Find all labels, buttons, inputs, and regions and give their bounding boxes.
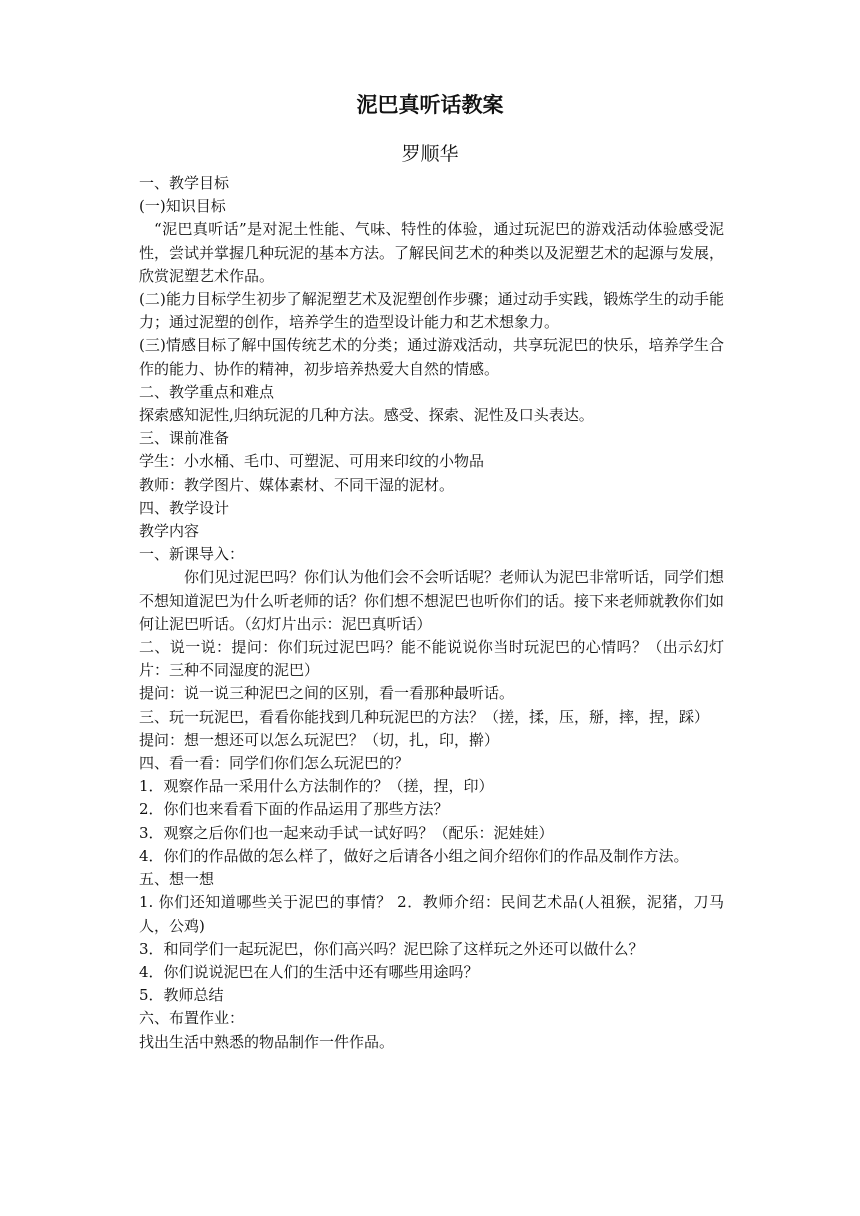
document-body: [139, 172, 724, 1054]
document-paragraph: 探索感知泥性,归纳玩泥的几种方法。感受、探索、泥性及口头表达。: [139, 406, 594, 425]
document-paragraph: 提问：说一说三种泥巴之间的区别，看一看那种最听话。: [139, 684, 515, 703]
document-paragraph: (二)能力目标学生初步了解泥塑艺术及泥塑创作步骤；通过动手实践，锻炼学生的动手能力；通过泥塑的创作，培养学生的造型设计能力和艺术想象力。: [139, 290, 724, 332]
document-paragraph: 教学内容: [139, 522, 200, 541]
document-paragraph: 一、教学目标: [139, 174, 230, 192]
document-paragraph: 四、看一看：同学们你们怎么玩泥巴的？: [139, 754, 410, 773]
document-title: 泥巴真听话教案: [356, 92, 504, 117]
document-paragraph: 3．和同学们一起玩泥巴，你们高兴吗？泥巴除了这样玩之外还可以做什么？: [139, 939, 644, 958]
document-paragraph: “泥巴真听话”是对泥土性能、气味、特性的体验，通过玩泥巴的游戏活动体验感受泥性，尝试并掌握几种玩泥的基本方法。了解民间艺术的种类以及泥塑艺术的起源与发展，欣赏泥塑艺术作品。: [139, 220, 725, 285]
document-paragraph: 学生：小水桶、毛巾、可塑泥、可用来印纹的小物品: [139, 452, 485, 471]
document-paragraph: 二、教学重点和难点: [139, 382, 275, 401]
document-paragraph: 三、课前准备: [139, 429, 230, 448]
document-paragraph: 找出生活中熟悉的物品制作一件作品。: [139, 1032, 395, 1051]
document-paragraph: 1．观察作品一采用什么方法制作的？（搓，捏，印）: [139, 777, 494, 796]
document-paragraph: (一)知识目标: [139, 197, 226, 216]
document-paragraph: 五、想一想: [139, 870, 215, 889]
document-paragraph: 1. 你们还知道哪些关于泥巴的事情？ 2．教师介绍：民间艺术品(人祖猴，泥猪，刀马人，公鸡): [139, 893, 724, 935]
document-paragraph: (三)情感目标了解中国传统艺术的分类；通过游戏活动，共享玩泥巴的快乐，培养学生合作的能力、协作的精神，初步培养热爱大自然的情感。: [139, 336, 724, 378]
document-paragraph: 一、新课导入：: [139, 545, 245, 564]
document-paragraph: 提问：想一想还可以怎么玩泥巴？（切，扎，印，擀）: [139, 730, 500, 749]
document-author: 罗顺华: [401, 143, 459, 165]
document-paragraph: 5．教师总结: [139, 986, 224, 1005]
document-paragraph: 三、玩一玩泥巴，看看你能找到几种玩泥巴的方法？（搓，揉，压，掰，摔，捏，踩）: [139, 707, 710, 726]
document-paragraph: 你们见过泥巴吗？你们认为他们会不会听话呢？老师认为泥巴非常听话，同学们想不想知道泥巴为什么听老师的话？你们想不想泥巴也听你们的话。接下来老师就教你们如何让泥巴听话。（幻灯片出示：泥巴真听话）: [139, 568, 725, 633]
document-paragraph: 4．你们说说泥巴在人们的生活中还有哪些用途吗？: [139, 962, 479, 981]
document-paragraph: 教师：教学图片、媒体素材、不同干湿的泥材。: [139, 475, 455, 494]
document-paragraph: 二、说一说：提问：你们玩过泥巴吗？能不能说说你当时玩泥巴的心情吗？（出示幻灯片：三种不同湿度的泥巴）: [139, 638, 724, 680]
document-paragraph: 4．你们的作品做的怎么样了，做好之后请各小组之间介绍你们的作品及制作方法。: [139, 846, 689, 865]
document-paragraph: 四、教学设计: [139, 498, 230, 517]
document-paragraph: 3．观察之后你们也一起来动手试一试好吗？（配乐：泥娃娃）: [139, 823, 554, 842]
document-paragraph: 六、布置作业：: [139, 1009, 245, 1028]
document-paragraph: 2．你们也来看看下面的作品运用了那些方法？: [139, 800, 449, 819]
